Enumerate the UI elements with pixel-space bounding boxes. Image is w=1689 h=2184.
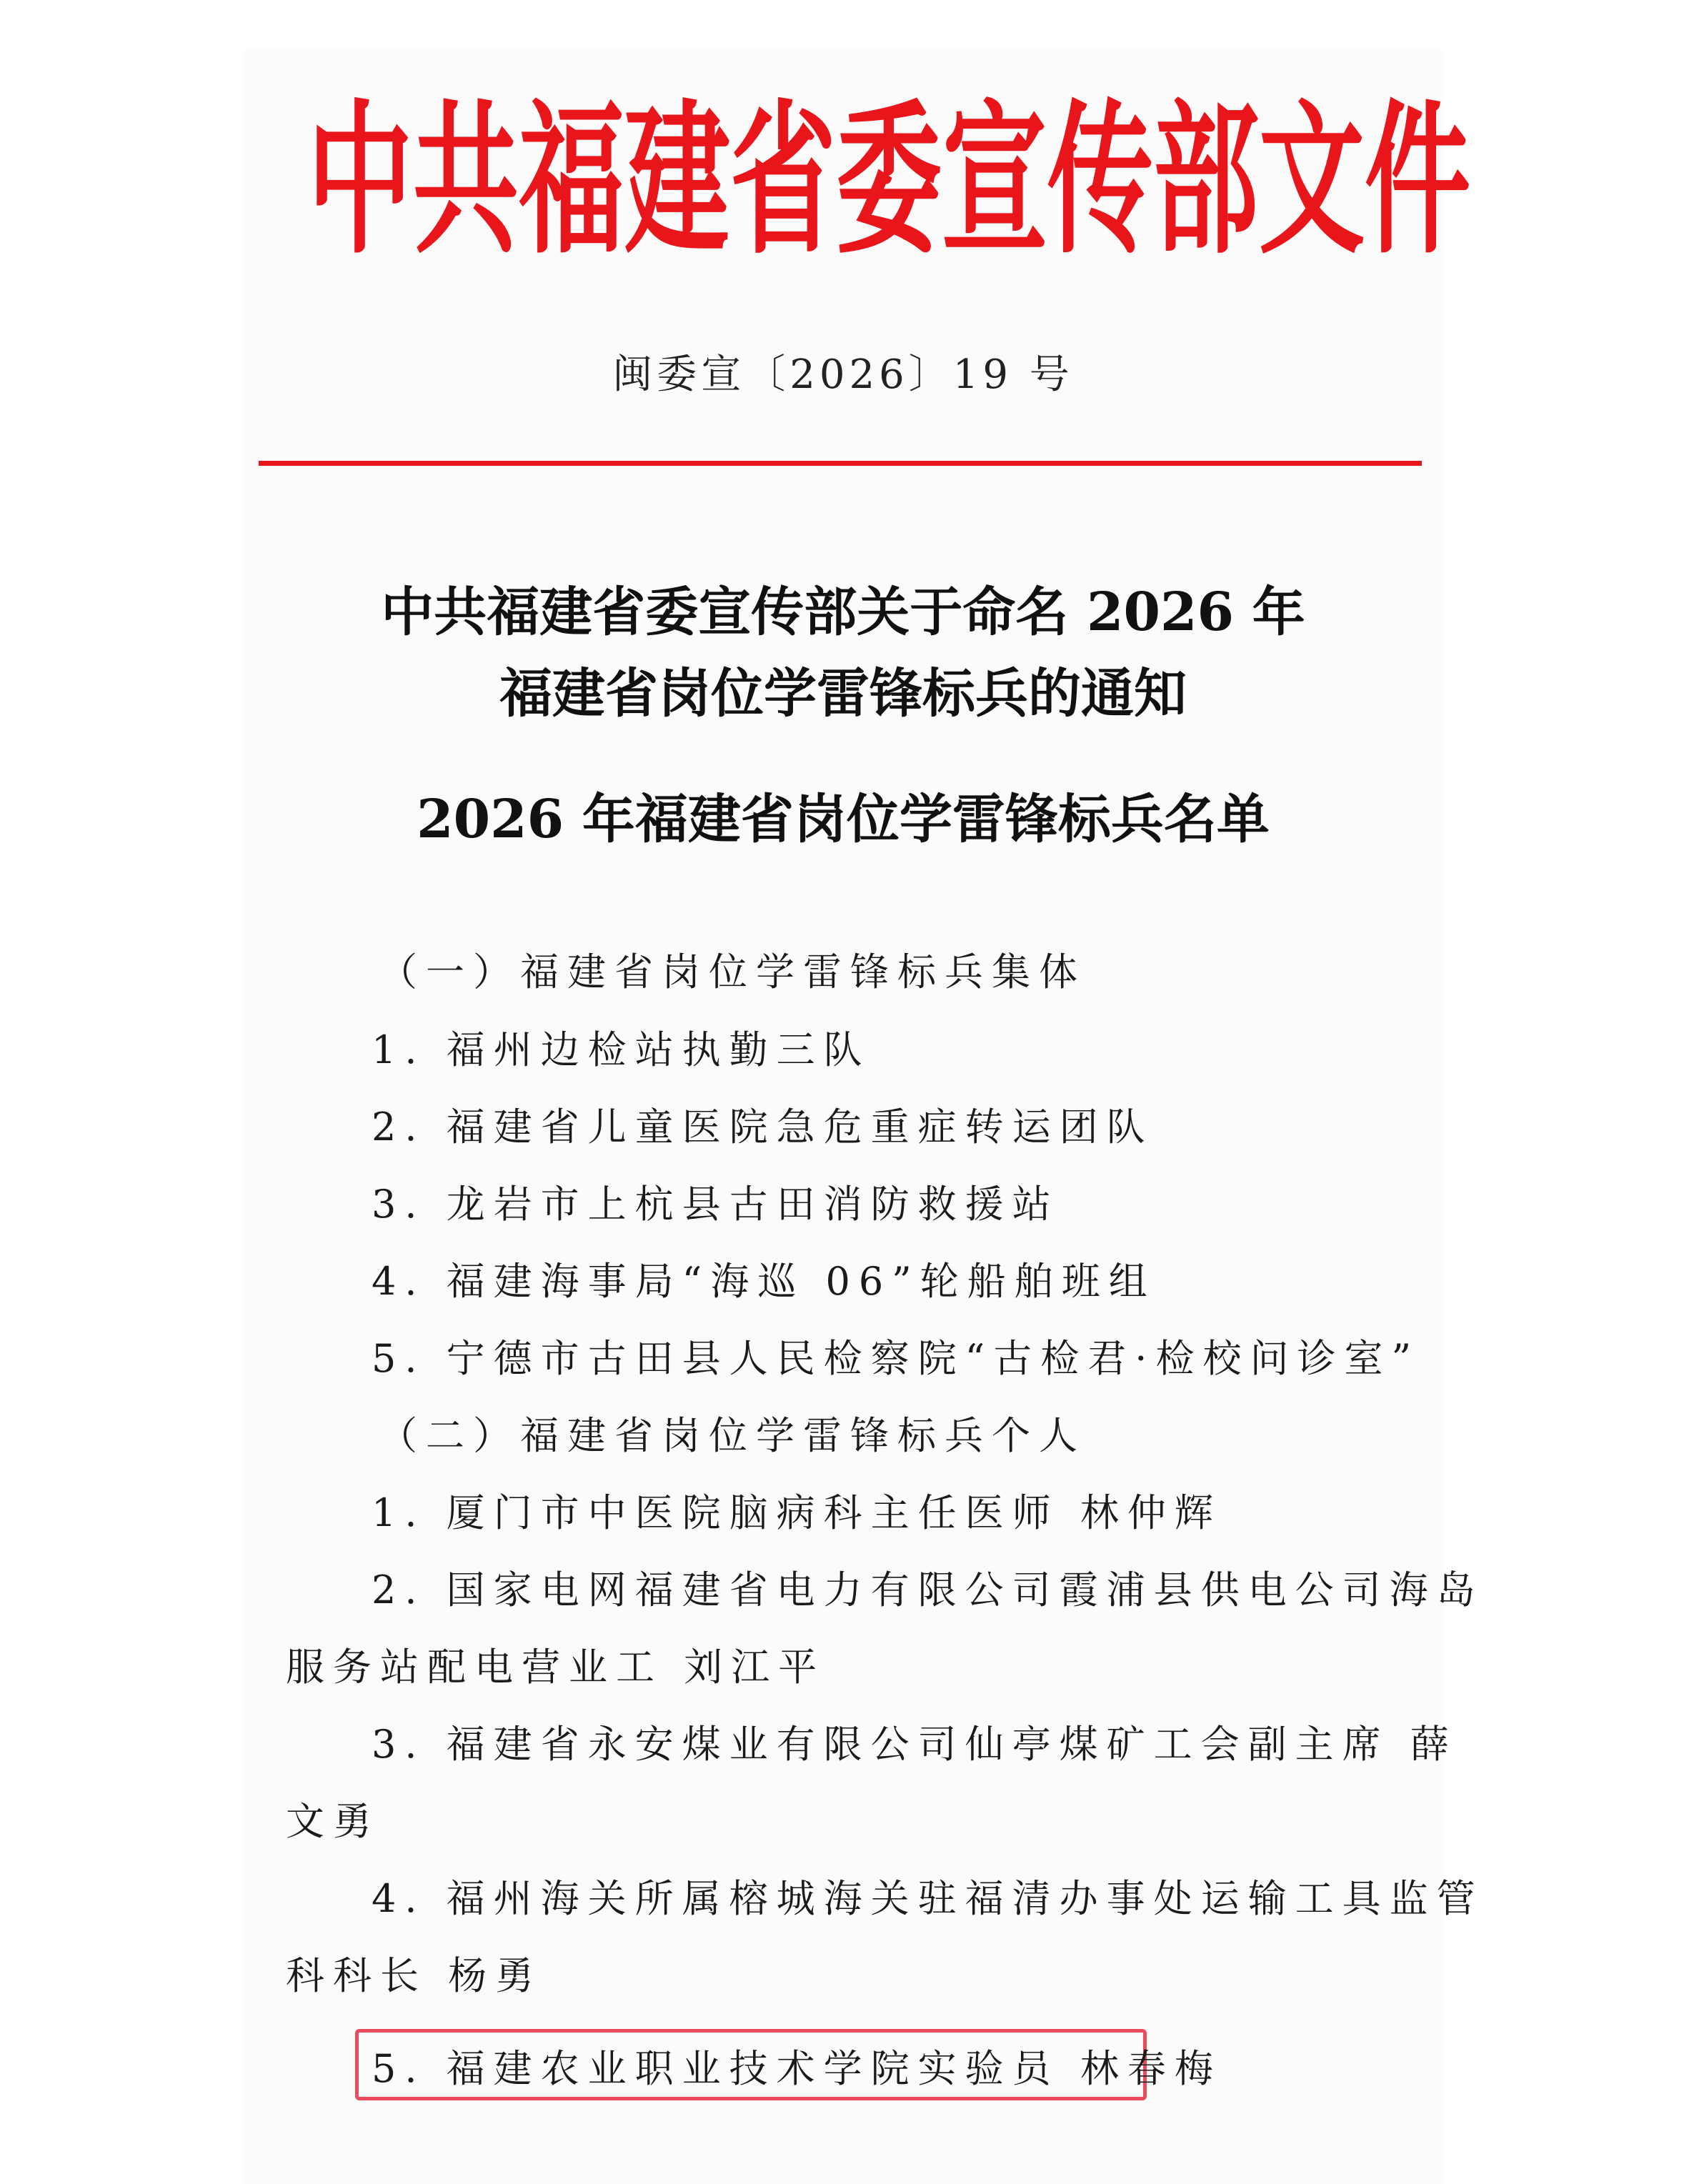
individual-item-3: 3. 福建省永安煤业有限公司仙亭煤矿工会副主席 薛 bbox=[372, 1722, 1458, 1767]
individual-item-1: 1. 厦门市中医院脑病科主任医师 林仲辉 bbox=[372, 1490, 1222, 1535]
notice-title-line-1: 中共福建省委宣传部关于命名 2026 年 bbox=[381, 582, 1305, 643]
notice-title bbox=[271, 572, 1415, 734]
individual-item-5: 5. 福建农业职业技术学院实验员 林春梅 bbox=[372, 2046, 1222, 2091]
collective-item-2: 2. 福建省儿童医院急危重症转运团队 bbox=[372, 1105, 1154, 1150]
notice-title-line-2: 福建省岗位学雷锋标兵的通知 bbox=[499, 663, 1187, 724]
individual-heading: （二）福建省岗位学雷锋标兵个人 bbox=[379, 1413, 1086, 1458]
collective-item-1: 1. 福州边检站执勤三队 bbox=[372, 1027, 871, 1072]
individual-item-4: 4. 福州海关所属榕城海关驻福清办事处运输工具监管 bbox=[372, 1876, 1484, 1921]
individual-item-2: 2. 国家电网福建省电力有限公司霞浦县供电公司海岛 bbox=[372, 1567, 1484, 1612]
collective-item-5: 5. 宁德市古田县人民检察院“古检君·检校问诊室” bbox=[372, 1336, 1420, 1381]
masthead: 中共福建省委宣传部文件 bbox=[307, 85, 1470, 276]
collective-item-3: 3. 龙岩市上杭县古田消防救援站 bbox=[372, 1182, 1060, 1227]
list-title: 2026 年福建省岗位学雷锋标兵名单 bbox=[417, 789, 1270, 850]
collective-item-4: 4. 福建海事局“海巡 06”轮船舶班组 bbox=[372, 1259, 1156, 1304]
document-number: 闽委宣〔2026〕19 号 bbox=[612, 351, 1074, 398]
individual-item-2-continued: 服务站配电营业工 刘江平 bbox=[286, 1645, 826, 1690]
individual-item-4-continued: 科科长 杨勇 bbox=[286, 1953, 543, 1998]
collective-heading: （一）福建省岗位学雷锋标兵集体 bbox=[379, 949, 1086, 994]
individual-item-3-continued: 文勇 bbox=[286, 1799, 380, 1844]
masthead-red-rule bbox=[259, 461, 1422, 466]
